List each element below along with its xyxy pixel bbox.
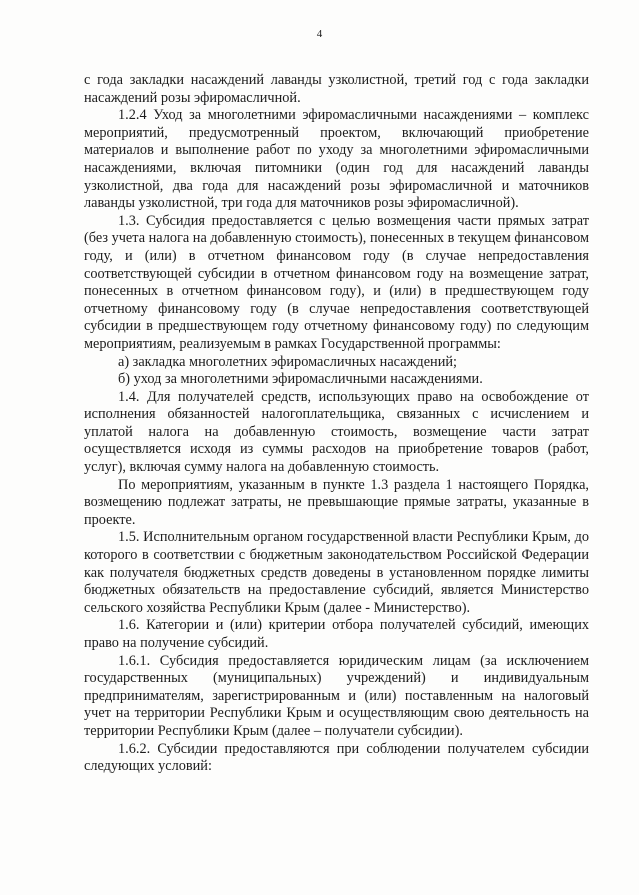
paragraph-1-4: 1.4. Для получателей средств, использующих право на освобождение от исполнения обязанностей налогоплательщика, связанных с исчислением и уплатой налога на добавленную стоимость, возмещение части затрат осуществляется исходя из суммы расходов на приобретение товаров (работ, услуг), включая сумму налога на добавленную стоимость.: [84, 388, 589, 476]
paragraph-1-6-2: 1.6.2. Субсидии предоставляются при соблюдении получателем субсидии следующих условий:: [84, 740, 589, 775]
paragraph-1-6-1: 1.6.1. Субсидия предоставляется юридическим лицам (за исключением государственных (муниципальных) учреждений) и индивидуальным предпринимателям, зарегистрированным и (или) поставленным на налоговый учет на территории Республики Крым и осуществляющим свою деятельность на территории Республики Крым (далее – получатели субсидии).: [84, 652, 589, 739]
page-number: 4: [316, 28, 323, 40]
list-item-a: а) закладка многолетних эфиромасличных насаждений;: [118, 353, 457, 370]
paragraph-measures-note: По мероприятиям, указанным в пункте 1.3 раздела 1 настоящего Порядка, возмещению подлежат затраты, не превышающие прямые затраты, указанные в проекте.: [84, 476, 589, 528]
paragraph-1-5: 1.5. Исполнительным органом государственной власти Республики Крым, до которого в соответствии с бюджетным законодательством Российской Федерации как получателя бюджетных средств доведены в установленном порядке лимиты бюджетных обязательств на предоставление субсидий, является Министерство сельского хозяйства Республики Крым (далее - Министерство).: [84, 529, 589, 616]
list-item-b: б) уход за многолетними эфиромасличными насаждениями.: [118, 371, 483, 388]
paragraph-1-6: 1.6. Категории и (или) критерии отбора получателей субсидий, имеющих право на получение субсидий.: [84, 617, 589, 651]
paragraph-continuation: с года закладки насаждений лаванды узколистной, третий год с года закладки насаждений розы эфиромасличной.: [84, 72, 589, 106]
document-body: [84, 72, 589, 776]
paragraph-1-2-4: 1.2.4 Уход за многолетними эфиромасличными насаждениями – комплекс мероприятий, предусмотренный проектом, включающий приобретение материалов и выполнение работ по уходу за многолетними эфиромасличными насаждениями, включая питомники (один год для насаждений лаванды узколистной, два года для насаждений розы эфиромасличной и маточников лаванды узколистной, три года для маточников розы эфиромасличной).: [84, 107, 589, 212]
paragraph-1-3: 1.3. Субсидия предоставляется с целью возмещения части прямых затрат (без учета налога на добавленную стоимость), понесенных в текущем финансовом году, и (или) в отчетном финансовом году (в случае непредоставления соответствующей субсидии в отчетном финансовом году на возмещение затрат, понесенных в отчетном финансовом году), и (или) в предшествующем году отчетному финансовому году (в случае непредоставления соответствующей субсидии в предшествующем году отчетному финансовому году) по следующим мероприятиям, реализуемым в рамках Государственной программы:: [84, 212, 590, 352]
